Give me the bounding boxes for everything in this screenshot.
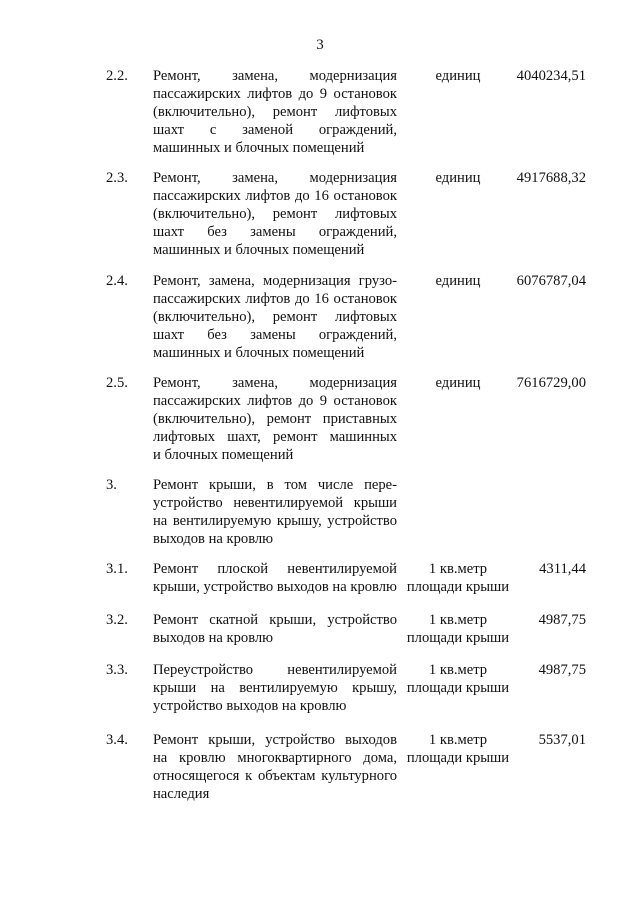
description-line: на вентилируемую крышу, устройство xyxy=(153,513,397,529)
item-description xyxy=(153,560,397,596)
item-number: 3.1. xyxy=(106,561,128,577)
description-line: крыши на вентилируемую крышу, xyxy=(153,680,397,696)
item-number: 3. xyxy=(106,477,117,493)
unit-line: 1 кв.метр xyxy=(428,612,488,628)
description-line: шахт без замены ограждений, xyxy=(153,224,397,240)
description-line: шахт без замены ограждений, xyxy=(153,327,397,343)
unit-of-measure xyxy=(402,611,514,647)
unit-line: площади крыши xyxy=(406,630,510,646)
item-number: 2.3. xyxy=(106,170,128,186)
description-line: (включительно), ремонт лифтовых xyxy=(153,309,397,325)
unit-line: площади крыши xyxy=(406,750,510,766)
unit-line: единиц xyxy=(435,170,481,186)
description-line: (включительно), ремонт приставных xyxy=(153,411,397,427)
description-line: Ремонт, замена, модернизация xyxy=(153,170,397,186)
description-line: пассажирских лифтов до 16 остановок xyxy=(153,188,397,204)
description-line: Ремонт крыши, устройство выходов xyxy=(153,732,397,748)
description-line: выходов на кровлю xyxy=(153,531,274,547)
description-line: Ремонт, замена, модернизация грузо- xyxy=(153,273,397,289)
unit-price: 4987,75 xyxy=(538,662,586,678)
item-description xyxy=(153,374,397,464)
unit-of-measure xyxy=(402,169,514,187)
description-line: машинных и блочных помещений xyxy=(153,345,365,361)
description-line: устройство невентилируемой крыши xyxy=(153,495,397,511)
unit-price: 7616729,00 xyxy=(516,375,586,391)
item-description xyxy=(153,611,397,647)
description-line: Ремонт скатной крыши, устройство xyxy=(153,612,397,628)
description-line: машинных и блочных помещений xyxy=(153,140,365,156)
description-line: (включительно), ремонт лифтовых xyxy=(153,206,397,222)
unit-price: 4040234,51 xyxy=(516,68,586,84)
description-line: выходов на кровлю xyxy=(153,630,274,646)
unit-of-measure xyxy=(402,560,514,596)
item-description xyxy=(153,67,397,157)
unit-line: единиц xyxy=(435,68,481,84)
item-number: 2.4. xyxy=(106,273,128,289)
description-line: (включительно), ремонт лифтовых xyxy=(153,104,397,120)
description-line: пассажирских лифтов до 16 остановок xyxy=(153,291,397,307)
description-line: пассажирских лифтов до 9 остановок xyxy=(153,393,397,409)
unit-price: 5537,01 xyxy=(538,732,586,748)
unit-price: 4987,75 xyxy=(538,612,586,628)
unit-line: 1 кв.метр xyxy=(428,732,488,748)
unit-of-measure xyxy=(402,272,514,290)
page-number: 3 xyxy=(316,37,324,53)
description-line: Ремонт, замена, модернизация xyxy=(153,375,397,391)
unit-price: 4311,44 xyxy=(539,561,586,577)
description-line: наследия xyxy=(153,786,210,802)
unit-line: 1 кв.метр xyxy=(428,561,488,577)
description-line: Переустройство невентилируемой xyxy=(153,662,397,678)
description-line: на кровлю многоквартирного дома, xyxy=(153,750,397,766)
item-number: 2.5. xyxy=(106,375,128,391)
item-number: 3.3. xyxy=(106,662,128,678)
item-description xyxy=(153,476,397,548)
item-number: 2.2. xyxy=(106,68,128,84)
unit-price: 6076787,04 xyxy=(516,273,586,289)
description-line: устройство выходов на кровлю xyxy=(153,698,347,714)
unit-line: единиц xyxy=(435,273,481,289)
unit-of-measure xyxy=(402,731,514,767)
description-line: пассажирских лифтов до 9 остановок xyxy=(153,86,397,102)
unit-price: 4917688,32 xyxy=(516,170,586,186)
unit-line: 1 кв.метр xyxy=(428,662,488,678)
item-number: 3.2. xyxy=(106,612,128,628)
unit-line: единиц xyxy=(435,375,481,391)
description-line: шахт с заменой ограждений, xyxy=(153,122,397,138)
description-line: лифтовых шахт, ремонт машинных xyxy=(153,429,397,445)
item-description xyxy=(153,731,397,803)
unit-line: площади крыши xyxy=(406,680,510,696)
unit-of-measure xyxy=(402,374,514,392)
item-number: 3.4. xyxy=(106,732,128,748)
description-line: крыши, устройство выходов на кровлю xyxy=(153,579,397,595)
description-line: Ремонт крыши, в том числе пере- xyxy=(153,477,397,493)
item-description xyxy=(153,272,397,362)
description-line: Ремонт плоской невентилируемой xyxy=(153,561,397,577)
item-description xyxy=(153,169,397,259)
description-line: машинных и блочных помещений xyxy=(153,242,365,258)
description-line: Ремонт, замена, модернизация xyxy=(153,68,397,84)
unit-line: площади крыши xyxy=(406,579,510,595)
item-description xyxy=(153,661,397,715)
description-line: относящегося к объектам культурного xyxy=(153,768,397,784)
unit-of-measure xyxy=(402,661,514,697)
unit-of-measure xyxy=(402,67,514,85)
description-line: и блочных помещений xyxy=(153,447,294,463)
